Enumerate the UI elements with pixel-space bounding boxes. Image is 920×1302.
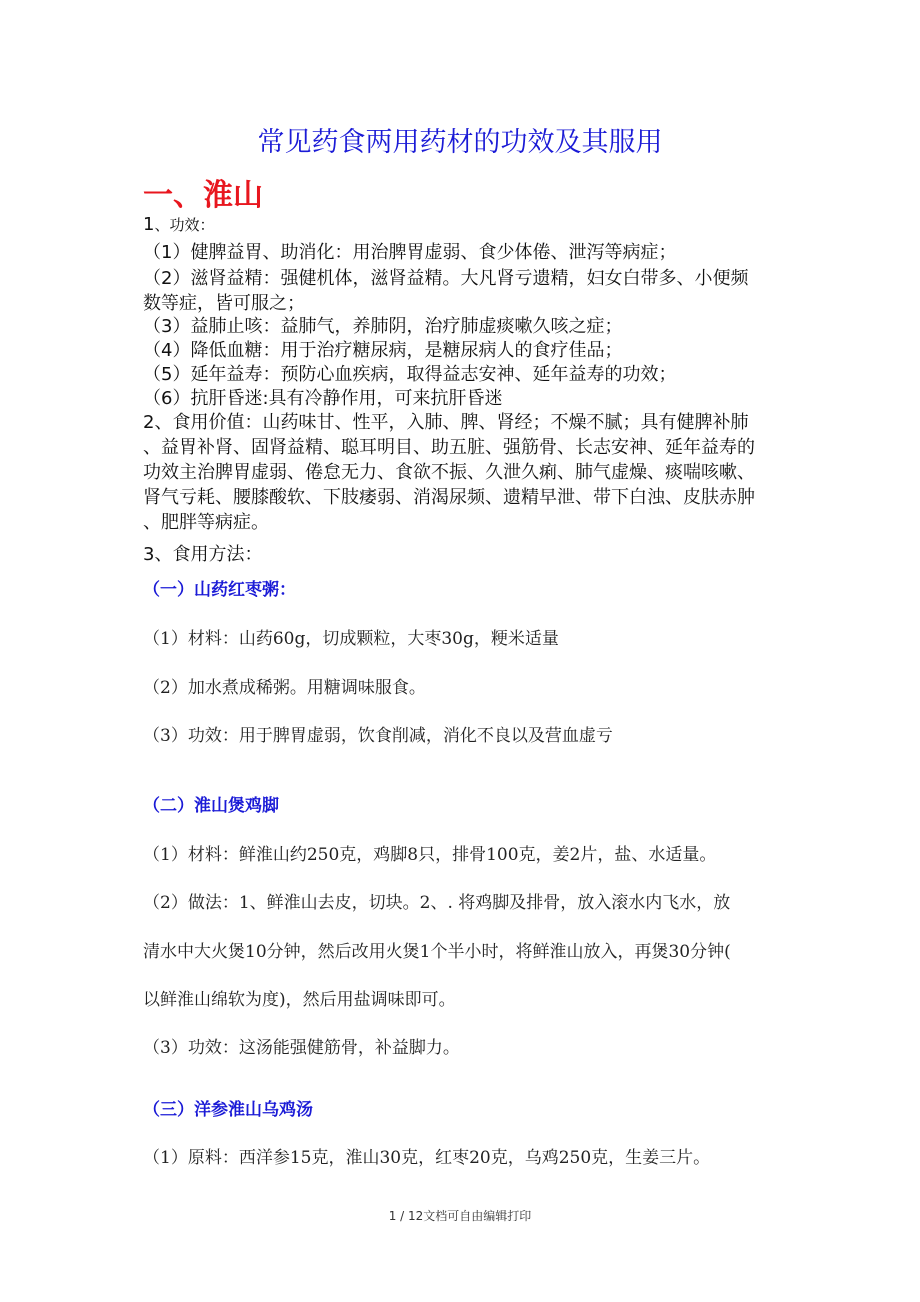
efficacy-label-number: 1	[143, 214, 155, 235]
page-footer: 1 / 12文档可自由编辑打印	[388, 1209, 532, 1223]
efficacy-line: （5）延年益寿：预防心血疾病，取得益志安神、延年益寿的功效；	[143, 364, 677, 385]
food-value-line: 、肥胖等病症。	[143, 512, 269, 533]
efficacy-label	[143, 214, 214, 235]
recipe-line: （1）原料：西洋参15克，淮山30克，红枣20克，乌鸡250克，生姜三片。	[143, 1148, 711, 1168]
efficacy-line: （6）抗肝昏迷:具有冷静作用，可来抗肝昏迷	[143, 388, 503, 409]
recipe-line: 清水中大火煲10分钟，然后改用火煲1个半小时，将鲜淮山放入，再煲30分钟(	[143, 942, 731, 962]
recipe-line: （3）功效：用于脾胃虚弱，饮食削减，消化不良以及营血虚亏	[143, 726, 613, 746]
recipe-line: （2）加水煮成稀粥。用糖调味服食。	[143, 678, 426, 698]
method-label: 3、食用方法：	[143, 544, 263, 565]
recipe-heading: （二）淮山煲鸡脚	[143, 796, 279, 816]
recipe-line: （1）材料：山药60g，切成颗粒，大枣30g，粳米适量	[143, 629, 559, 649]
efficacy-line: （1）健脾益胃、助消化：用治脾胃虚弱、食少体倦、泄泻等病症；	[143, 242, 677, 263]
recipe-line: （1）材料：鲜淮山约250克，鸡脚8只，排骨100克，姜2片，盐、水适量。	[143, 845, 717, 865]
efficacy-label-text: 、功效：	[154, 216, 215, 234]
document-title: 常见药食两用药材的功效及其服用	[257, 127, 663, 158]
recipe-heading: （三）洋参淮山乌鸡汤	[143, 1100, 313, 1120]
recipe-line: 以鲜淮山绵软为度)，然后用盐调味即可。	[143, 990, 456, 1010]
food-value-line: 功效主治脾胃虚弱、倦怠无力、食欲不振、久泄久痢、肺气虚燥、痰喘咳嗽、	[143, 462, 755, 483]
food-value-line: 、益胃补肾、固肾益精、聪耳明目、助五脏、强筋骨、长志安神、延年益寿的	[143, 437, 755, 458]
recipe-line: （3）功效：这汤能强健筋骨，补益脚力。	[143, 1038, 460, 1058]
food-value-line: 2、食用价值：山药味甘、性平，入肺、脾、肾经；不燥不腻；具有健脾补肺	[143, 412, 749, 433]
efficacy-line: （4）降低血糖：用于治疗糖尿病，是糖尿病人的食疗佳品；	[143, 340, 623, 361]
food-value-line: 肾气亏耗、腰膝酸软、下肢痿弱、消渴尿频、遗精早泄、带下白浊、皮肤赤肿	[143, 487, 755, 508]
efficacy-line: （3）益肺止咳：益肺气，养肺阴，治疗肺虚痰嗽久咳之症；	[143, 316, 623, 337]
recipe-heading: （一）山药红枣粥：	[143, 580, 296, 600]
recipe-line: （2）做法：1、鲜淮山去皮，切块。2、. 将鸡脚及排骨，放入滚水内飞水，放	[143, 893, 731, 913]
efficacy-line: （2）滋肾益精：强健机体，滋肾益精。大凡肾亏遗精，妇女白带多、小便频	[143, 268, 749, 289]
section-heading-huaishan: 一、淮山	[143, 178, 263, 213]
efficacy-line: 数等症，皆可服之；	[143, 293, 305, 314]
